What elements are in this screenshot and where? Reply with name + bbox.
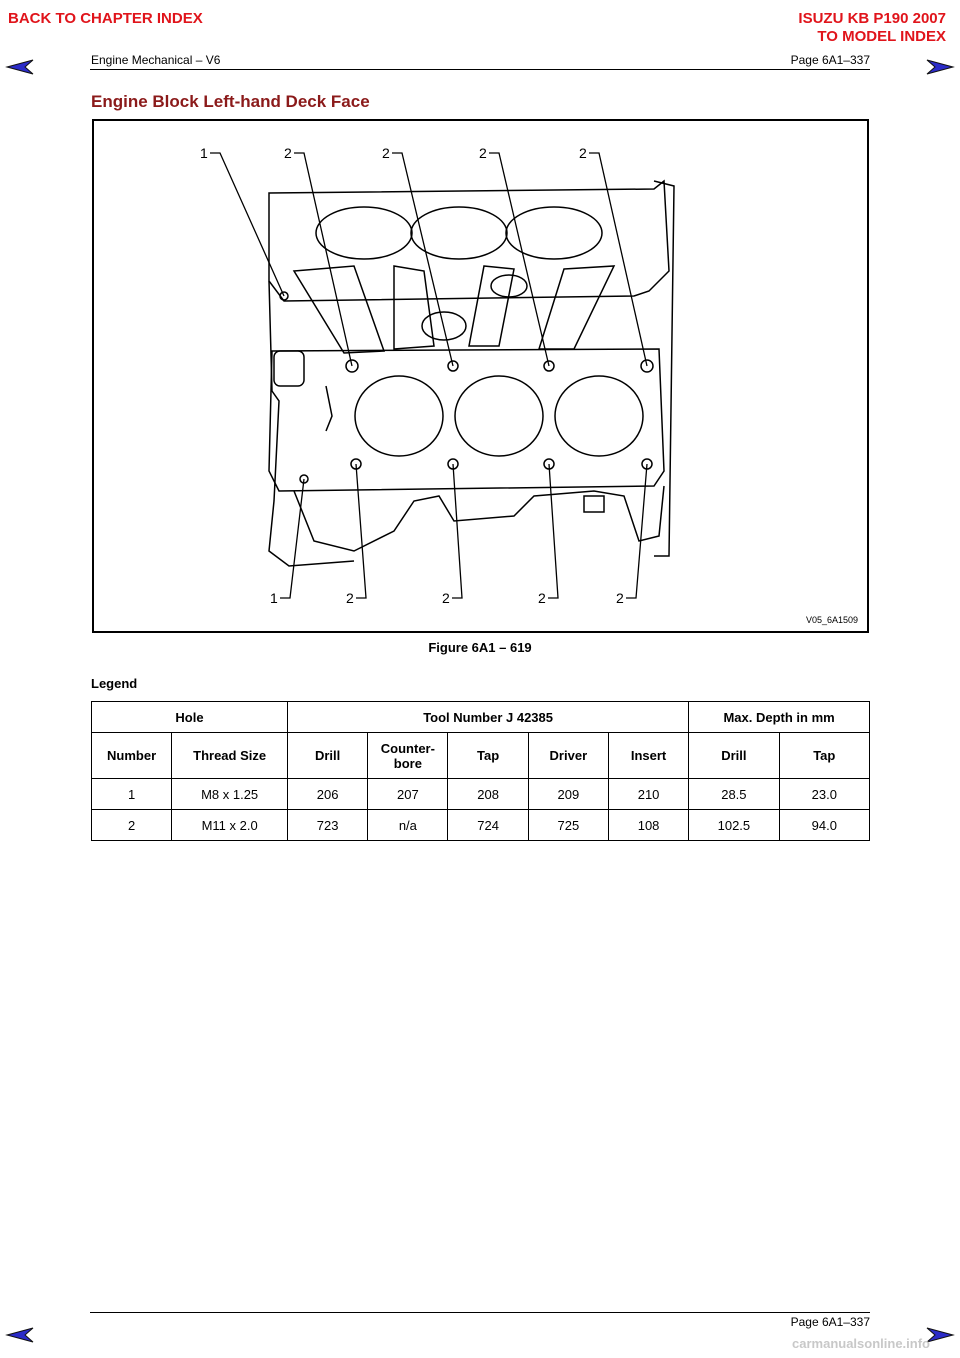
callout-label: 2 [382,145,390,161]
table-cell: 1 [92,779,172,810]
column-header: Drill [689,733,779,779]
back-to-chapter-index-link[interactable]: BACK TO CHAPTER INDEX [8,10,203,27]
callout-label: 1 [200,145,208,161]
table-cell: 2 [92,810,172,841]
callout-label: 2 [284,145,292,161]
table-cell: M8 x 1.25 [172,779,288,810]
table-cell: M11 x 2.0 [172,810,288,841]
page-title: Engine Block Left-hand Deck Face [91,92,370,111]
engine-block-figure [92,119,869,633]
table-cell: 210 [608,779,688,810]
column-header: Insert [608,733,688,779]
table-cell: 102.5 [689,810,779,841]
previous-page-arrow-icon[interactable] [5,1325,35,1345]
section-name: Engine Mechanical – V6 [91,53,221,67]
next-page-arrow-icon[interactable] [925,57,955,77]
callout-label: 2 [479,145,487,161]
tool-table [91,701,870,841]
column-header: Driver [528,733,608,779]
callout-label: 2 [579,145,587,161]
image-code: V05_6A1509 [806,615,859,625]
table-cell: 723 [288,810,368,841]
footer-page-number: Page 6A1–337 [790,1315,870,1329]
model-title: ISUZU KB P190 2007 [798,10,946,27]
column-header: Tap [448,733,528,779]
callout-label: 2 [616,590,624,606]
previous-page-arrow-icon[interactable] [5,57,35,77]
table-cell: 108 [608,810,688,841]
table-row [92,779,870,810]
table-cell: 208 [448,779,528,810]
table-cell: 209 [528,779,608,810]
table-cell: 725 [528,810,608,841]
callout-label: 2 [442,590,450,606]
group-header-hole: Hole [92,702,288,733]
header-divider [90,69,870,70]
watermark: carmanualsonline.info [792,1336,930,1351]
table-cell: 206 [288,779,368,810]
table-row [92,810,870,841]
table-cell: 94.0 [779,810,869,841]
group-header-tool-number: Tool Number J 42385 [288,702,689,733]
column-header: Counter- bore [368,733,448,779]
to-model-index-label: TO MODEL INDEX [817,28,946,45]
table-cell: n/a [368,810,448,841]
column-header: Tap [779,733,869,779]
group-header-max-depth: Max. Depth in mm [689,702,870,733]
callout-label: 1 [270,590,278,606]
footer-divider [90,1312,870,1313]
table-cell: 724 [448,810,528,841]
callout-label: 2 [538,590,546,606]
callout-label: 2 [346,590,354,606]
column-header: Number [92,733,172,779]
table-cell: 207 [368,779,448,810]
figure-caption: Figure 6A1 – 619 [428,640,532,655]
legend-label: Legend [91,676,138,691]
column-header: Drill [288,733,368,779]
column-header: Thread Size [172,733,288,779]
engine-block-drawing [94,121,867,631]
table-cell: 23.0 [779,779,869,810]
model-index-link[interactable] [798,10,946,46]
header-page-number: Page 6A1–337 [790,53,870,67]
table-cell: 28.5 [689,779,779,810]
